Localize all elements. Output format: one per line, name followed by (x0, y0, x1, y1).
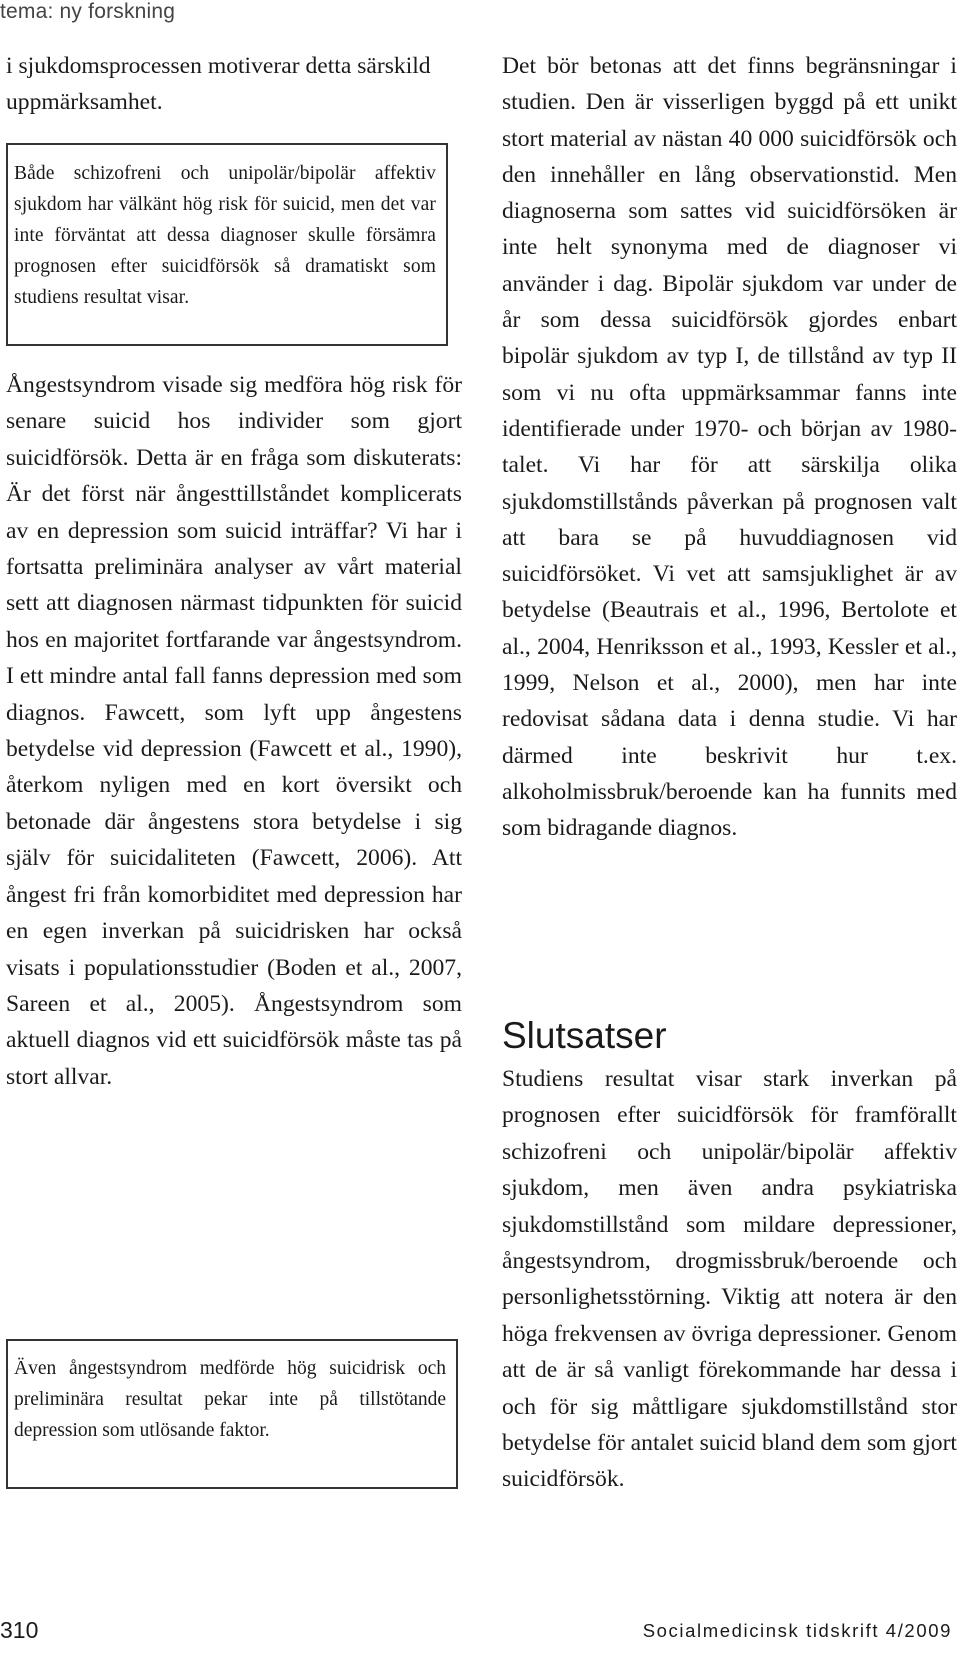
section-tag: tema: ny forskning (0, 0, 176, 23)
journal-name: Socialmedicinsk tidskrift 4/2009 (642, 1620, 952, 1641)
right-conclusions-paragraph: Studiens resultat visar stark inverkan på prognosen efter suicidförsök för framförallt schizofreni och unipolär/bipolär affektiv sjukdom, men även andra psykiatriska sjukdomstillstånd som mildare depressioner, ångestsyndrom, drogmissbruk/beroende och personlighetsstörning. Viktig att notera är den höga frekvensen av övriga depressioner. Genom att de är så vanligt förekommande har dessa i och för sig måttligare sjukdomstillstånd stor betydelse för antalet suicid bland dem som gjort suicidförsök. (502, 1066, 957, 1493)
left-main-paragraph: Ångestsyndrom visade sig medföra hög risk för senare suicid hos individer som gjort suicidförsök. Detta är en fråga som diskuterats: Är det först när ångesttillståndet komplicerats av en depression som suicid inträffar? Vi har i fortsatta preliminära analyser av vårt material sett att diagnosen närmast tidpunkten för suicid hos en majoritet fortfarande var ångestsyndrom. I ett mindre antal fall fanns depression med som diagnos. Fawcett, som lyft upp ångestens betydelse vid depression (Fawcett et al., 1990), återkom nyligen med en kort översikt och betonade där ångestens stora betydelse i sig själv för suicidaliteten (Fawcett, 2006). Att ångest fri från komorbiditet med depression har en egen inverkan på suicidrisken har också visats i populationsstudier (Boden et al., 2007, Sareen et al., 2005). Ångestsyndrom som aktuell diagnos vid ett suicidförsök måste tas på stort allvar. (6, 372, 462, 1090)
right-limitations-paragraph: Det bör betonas att det finns begränsningar i studien. Den är visserligen byggd på ett unikt stort material av nästan 40 000 suicidförsök och den innehåller en lång observationstid. Men diagnoserna som sattes vid suicidförsöken är inte helt synonyma med de diagnoser vi använder i dag. Bipolär sjukdom var under de år som dessa suicidförsök gjordes enbart bipolär sjukdom av typ I, de tillstånd av typ II som vi nu ofta uppmärksammar fanns inte identifierade under 1970- och början av 1980-talet. Vi har för att särskilja olika sjukdomstillstånds påverkan på prognosen valt att bara se på huvuddiagnosen vid suicidförsöket. Vi vet att samsjuklighet är av betydelse (Beautrais et al., 1996, Bertolote et al., 2004, Henriksson et al., 1993, Kessler et al., 1999, Nelson et al., 2000), men har inte redovisat sådana data i denna studie. Vi har därmed inte beskrivit hur t.ex. alkoholmissbruk/beroende kan ha funnits med som bidragande diagnos. (502, 53, 957, 842)
page-number: 310 (0, 1617, 39, 1643)
highlight-box-angestsyndrom: Även ångestsyndrom medförde hög suicidrisk och preliminära resultat pekar inte på tillstötande depression som utlösande faktor. (6, 1339, 458, 1489)
section-heading-slutsatser: Slutsatser (502, 1015, 667, 1056)
highlight-box-schizofreni: Både schizofreni och unipolär/bipolär affektiv sjukdom har välkänt hög risk för suicid, men det var inte förväntat att dessa diagnoser skulle försämra prognosen efter suicidförsök så dramatiskt som studiens resultat visar. (6, 143, 448, 346)
left-intro-paragraph: i sjukdomsprocessen motiverar detta särskild uppmärksamhet. (6, 53, 431, 115)
